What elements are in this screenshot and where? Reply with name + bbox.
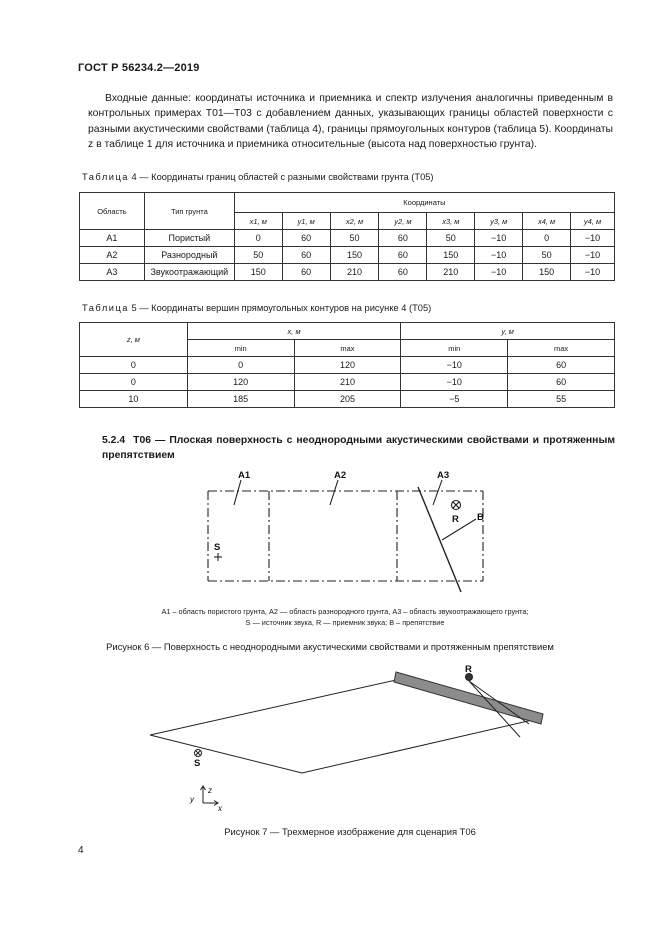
table5-cell: −5 xyxy=(401,391,508,408)
table5-header-z: z, м xyxy=(80,323,188,357)
table4-cell: Разнородный xyxy=(144,247,234,264)
table4-cell: 150 xyxy=(330,247,379,264)
table4-cell: А3 xyxy=(80,264,145,281)
fig7-label-r: R xyxy=(465,664,472,675)
table4-caption-text: 4 — Координаты границ областей с разными свойствами грунта (Т05) xyxy=(131,172,434,182)
table4-cell: 50 xyxy=(330,230,379,247)
table4-coord-header: x2, м xyxy=(330,213,379,230)
table4-coord-header: y1, м xyxy=(282,213,330,230)
intro-text: Входные данные: координаты источника и приемника и спектр излучения аналогичны приведенным в контрольных примерах Т01—Т03 с добавлением данных, указывающих границы областей поверхности с разными акустическими свойствами (таблица 4), границы прямоугольных контуров (таблица 5). Координаты z в таблице 1 для источника и приемника относительные (высота над поверхностью грунта). xyxy=(88,93,613,150)
table5-cell: 120 xyxy=(187,374,294,391)
table4-cell: 60 xyxy=(379,247,427,264)
fig6-label-s: S xyxy=(214,542,221,553)
fig6-label-b: В xyxy=(477,512,484,523)
table5-cell: 210 xyxy=(294,374,401,391)
table4-coord-header: x4, м xyxy=(523,213,571,230)
fig6-label-a2: А2 xyxy=(334,470,347,481)
table5-cell: −10 xyxy=(401,374,508,391)
table4-cell: 60 xyxy=(379,230,427,247)
figure6-caption: Рисунок 6 — Поверхность с неоднородными акустическими свойствами и протяженным препятствием xyxy=(106,641,554,652)
fig6-label-a3: А3 xyxy=(437,470,450,481)
table5-x-min: min xyxy=(187,340,294,357)
table5-y-max: max xyxy=(508,340,615,357)
table4-cell: 210 xyxy=(427,264,475,281)
table5-cell: 60 xyxy=(508,374,615,391)
fig7-ground-plane xyxy=(150,680,541,773)
table4-cell: 60 xyxy=(379,264,427,281)
fig6-leader-b xyxy=(442,519,476,540)
table4-cell: 50 xyxy=(523,247,571,264)
table4-caption-prefix: Таблица xyxy=(82,172,129,182)
table4-cell: 150 xyxy=(523,264,571,281)
table5-cell: 55 xyxy=(508,391,615,408)
table4-cell: А1 xyxy=(80,230,145,247)
table4-coord-header: x1, м xyxy=(234,213,282,230)
table5-x-max: max xyxy=(294,340,401,357)
table4-coord-header: y4, м xyxy=(571,213,615,230)
table4-coord-header: y2, м xyxy=(379,213,427,230)
fig7-axis-y-label: y xyxy=(190,795,194,804)
table5-y-min: min xyxy=(401,340,508,357)
table5-caption-text: 5 — Координаты вершин прямоугольных контуров на рисунке 4 (Т05) xyxy=(131,303,432,313)
table4-cell: −10 xyxy=(475,247,523,264)
fig6-leader-a3 xyxy=(433,480,442,505)
table4-cell: 50 xyxy=(234,247,282,264)
section-number: 5.2.4 xyxy=(102,435,126,446)
table4-cell: −10 xyxy=(571,247,615,264)
table5-cell: 60 xyxy=(508,357,615,374)
table4-header-coords: Координаты xyxy=(234,193,614,213)
table4-cell: 150 xyxy=(234,264,282,281)
legend-line-1: А1 – область пористого грунта, А2 — область разнородного грунта, А3 – область звукоотражающего грунта; xyxy=(161,607,529,616)
fig6-leader-a1 xyxy=(234,480,241,505)
fig7-axis-x-label: x xyxy=(218,804,222,813)
table4-cell: 50 xyxy=(427,230,475,247)
document-header: ГОСТ Р 56234.2—2019 xyxy=(78,62,200,74)
table4-cell: −10 xyxy=(475,230,523,247)
table5-cell: 205 xyxy=(294,391,401,408)
table4-cell: 150 xyxy=(427,247,475,264)
table4-cell: 0 xyxy=(523,230,571,247)
table4-cell: 60 xyxy=(282,230,330,247)
table5-cell: 120 xyxy=(294,357,401,374)
table4-coord-header: y3, м xyxy=(475,213,523,230)
table5-cell: 0 xyxy=(80,357,188,374)
table5-caption-prefix: Таблица xyxy=(82,303,129,313)
fig7-axis-z-label: z xyxy=(208,786,212,795)
table4-cell: −10 xyxy=(571,230,615,247)
table5-cell: −10 xyxy=(401,357,508,374)
table4-cell: А2 xyxy=(80,247,145,264)
table4-header-area: Область xyxy=(80,193,145,230)
page-number: 4 xyxy=(78,845,84,856)
figure6-legend xyxy=(110,606,580,628)
table4-cell: Пористый xyxy=(144,230,234,247)
figure7-caption: Рисунок 7 — Трехмерное изображение для сценария Т06 xyxy=(224,826,476,837)
table4-cell: −10 xyxy=(475,264,523,281)
table4-cell: Звукоотражающий xyxy=(144,264,234,281)
table5-header-y: y, м xyxy=(401,323,615,340)
table4-cell: 60 xyxy=(282,247,330,264)
table4-coord-header: x3, м xyxy=(427,213,475,230)
legend-line-2: S — источник звука, R — приемник звука; B – препятствие xyxy=(245,618,445,627)
table5-cell: 10 xyxy=(80,391,188,408)
table5-cell: 0 xyxy=(187,357,294,374)
table4-cell: −10 xyxy=(571,264,615,281)
table5-cell: 185 xyxy=(187,391,294,408)
table5-cell: 0 xyxy=(80,374,188,391)
fig6-label-a1: А1 xyxy=(238,470,251,481)
fig7-label-s: S xyxy=(194,758,201,769)
table4-header-type: Тип грунта xyxy=(144,193,234,230)
section-title: Т06 — Плоская поверхность с неоднородными акустическими свойствами и протяженным препятствием xyxy=(102,435,616,461)
table4-cell: 60 xyxy=(282,264,330,281)
table4-cell: 0 xyxy=(234,230,282,247)
fig6-leader-a2 xyxy=(330,480,338,505)
table5-header-x: x, м xyxy=(187,323,401,340)
table4-cell: 210 xyxy=(330,264,379,281)
fig6-label-r: R xyxy=(452,514,459,525)
fig6-barrier-line xyxy=(418,487,461,592)
